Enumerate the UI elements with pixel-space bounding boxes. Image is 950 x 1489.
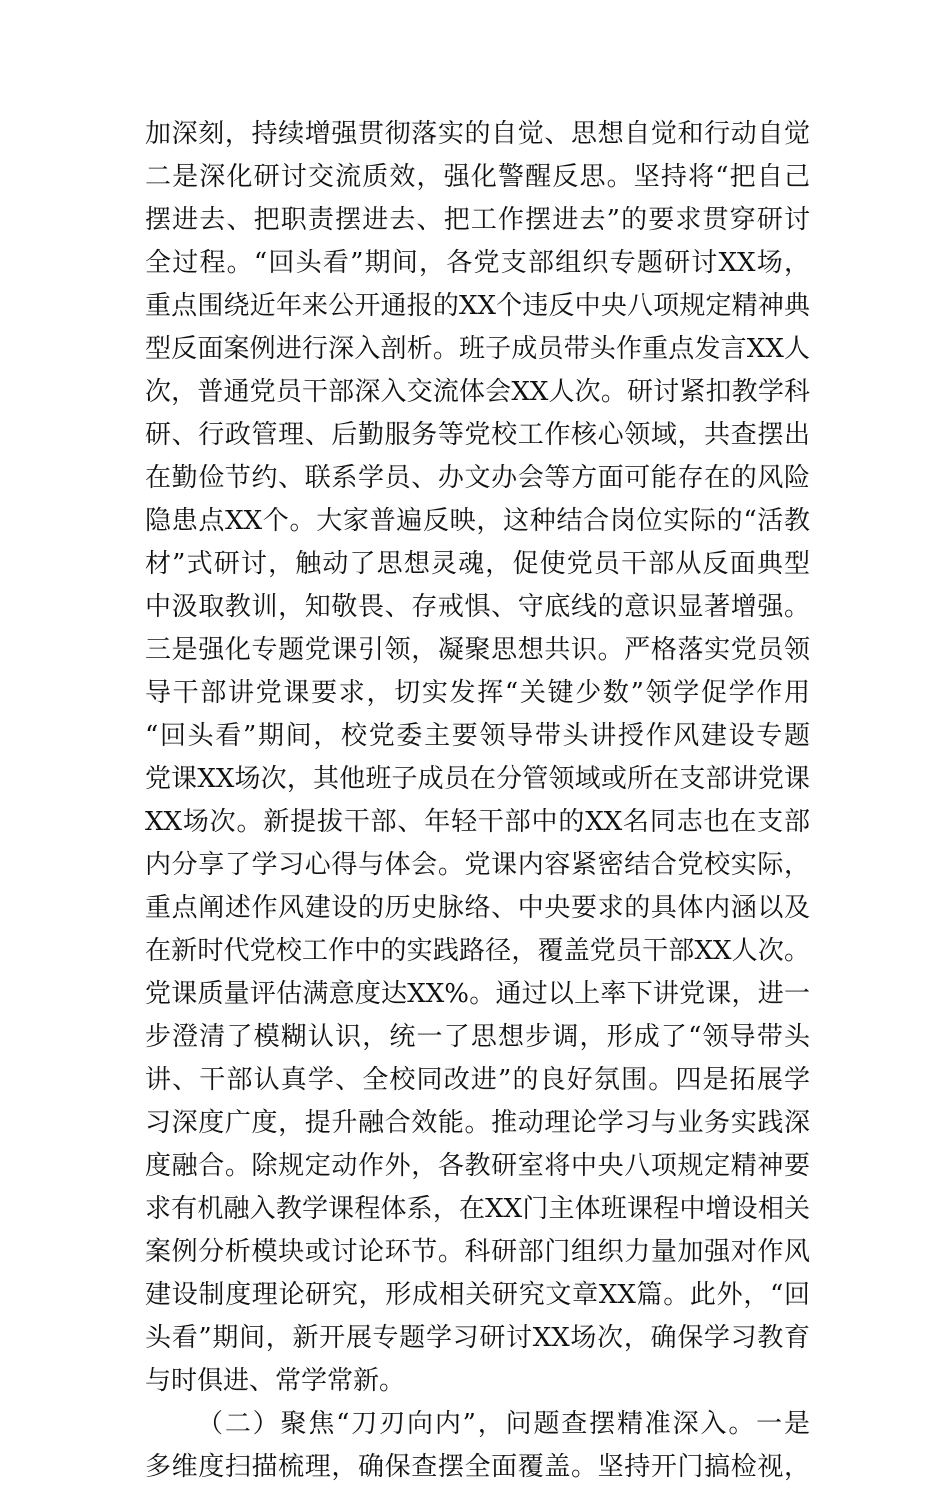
- text-line: 多维度扫描梳理，确保查摆全面覆盖。坚持开门搞检视，: [145, 1452, 810, 1482]
- text-line: 重点阐述作风建设的历史脉络、中央要求的具体内涵以及: [145, 893, 810, 923]
- text-line: 材”式研讨，触动了思想灵魂，促使党员干部从反面典型: [145, 549, 810, 579]
- text-line: 全过程。“回头看”期间，各党支部组织专题研讨XX场，: [145, 248, 810, 278]
- text-line: 求有机融入教学课程体系，在XX门主体班课程中增设相关: [145, 1194, 810, 1224]
- text-line: 步澄清了模糊认识，统一了思想步调，形成了“领导带头: [145, 1022, 810, 1052]
- text-line: “回头看”期间，校党委主要领导带头讲授作风建设专题: [145, 721, 810, 751]
- text-line: 度融合。除规定动作外，各教研室将中央八项规定精神要: [145, 1151, 810, 1181]
- text-line: 在新时代党校工作中的实践路径，覆盖党员干部XX人次。: [145, 936, 810, 966]
- text-line: 三是强化专题党课引领，凝聚思想共识。严格落实党员领: [145, 635, 810, 665]
- section-heading-line: （二）聚焦“刀刃向内”，问题查摆精准深入。一是: [197, 1409, 810, 1439]
- text-line: 案例分析模块或讨论环节。科研部门组织力量加强对作风: [145, 1237, 810, 1267]
- text-line: 摆进去、把职责摆进去、把工作摆进去”的要求贯穿研讨: [145, 205, 810, 235]
- text-line: 讲、干部认真学、全校同改进”的良好氛围。四是拓展学: [145, 1065, 810, 1095]
- text-line: 研、行政管理、后勤服务等党校工作核心领域，共查摆出: [145, 420, 810, 450]
- text-line: 次，普通党员干部深入交流体会XX人次。研讨紧扣教学科: [145, 377, 810, 407]
- body-text: [145, 113, 810, 1489]
- text-line: 导干部讲党课要求，切实发挥“关键少数”领学促学作用: [145, 678, 810, 708]
- text-line: 头看”期间，新开展专题学习研讨XX场次，确保学习教育: [145, 1323, 810, 1353]
- text-line: 型反面案例进行深入剖析。班子成员带头作重点发言XX人: [145, 334, 810, 364]
- text-line: 中汲取教训，知敬畏、存戒惧、守底线的意识显著增强。: [145, 592, 810, 622]
- text-line: 在勤俭节约、联系学员、办文办会等方面可能存在的风险: [145, 463, 810, 493]
- text-line: 加深刻，持续增强贯彻落实的自觉、思想自觉和行动自觉: [145, 119, 810, 149]
- text-line: 建设制度理论研究，形成相关研究文章XX篇。此外，“回: [145, 1280, 810, 1310]
- text-line: 隐患点XX个。大家普遍反映，这种结合岗位实际的“活教: [145, 506, 810, 536]
- text-line: 党课XX场次，其他班子成员在分管领域或所在支部讲党课: [145, 764, 810, 794]
- text-line: 二是深化研讨交流质效，强化警醒反思。坚持将“把自己: [145, 162, 810, 192]
- text-line: 习深度广度，提升融合效能。推动理论学习与业务实践深: [145, 1108, 810, 1138]
- text-line: 重点围绕近年来公开通报的XX个违反中央八项规定精神典: [145, 291, 810, 321]
- text-line: 与时俱进、常学常新。: [145, 1366, 406, 1396]
- text-line: XX场次。新提拔干部、年轻干部中的XX名同志也在支部: [145, 807, 810, 837]
- text-line: 党课质量评估满意度达XX%。通过以上率下讲党课，进一: [145, 979, 810, 1009]
- text-line: 内分享了学习心得与体会。党课内容紧密结合党校实际，: [145, 850, 810, 880]
